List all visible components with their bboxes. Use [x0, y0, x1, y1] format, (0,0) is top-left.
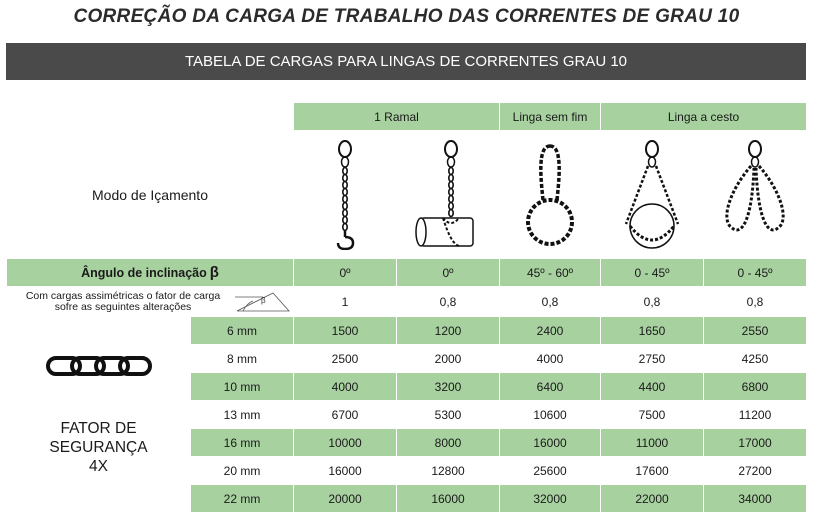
- chain-links-icon: [44, 353, 154, 379]
- load-value: 4000: [500, 345, 601, 373]
- load-value: 6800: [704, 373, 807, 401]
- load-value: 3200: [397, 373, 500, 401]
- endless-sling-icon: [500, 131, 601, 259]
- chain-size: 22 mm: [191, 485, 294, 513]
- load-value: 16000: [397, 485, 500, 513]
- asymmetric-note-cell: [7, 287, 294, 317]
- factor-value: 1: [294, 287, 397, 317]
- diagram-beta: β: [261, 295, 266, 305]
- load-value: 1500: [294, 317, 397, 345]
- safety-line-3: 4X: [89, 458, 108, 475]
- chain-size: 6 mm: [191, 317, 294, 345]
- factor-value: 0,8: [397, 287, 500, 317]
- angle-value: 0º: [397, 259, 500, 287]
- load-value: 32000: [500, 485, 601, 513]
- load-value: 4400: [601, 373, 704, 401]
- load-value: 11000: [601, 429, 704, 457]
- load-value: 1650: [601, 317, 704, 345]
- load-value: 17000: [704, 429, 807, 457]
- load-value: 2550: [704, 317, 807, 345]
- single-leg-hook-icon: [294, 131, 397, 259]
- factor-value: 0,8: [601, 287, 704, 317]
- page-title: CORREÇÃO DA CARGA DE TRABALHO DAS CORRENTES DE GRAU 10: [73, 6, 740, 27]
- header-linga-sem-fim: Linga sem fim: [500, 103, 601, 131]
- chain-size: 8 mm: [191, 345, 294, 373]
- load-value: 10600: [500, 401, 601, 429]
- safety-factor-cell: [7, 317, 191, 513]
- load-value: 2000: [397, 345, 500, 373]
- load-value: 7500: [601, 401, 704, 429]
- angle-value: 45º - 60º: [500, 259, 601, 287]
- mode-label: Modo de Içamento: [7, 131, 294, 259]
- chain-size: 13 mm: [191, 401, 294, 429]
- load-value: 2750: [601, 345, 704, 373]
- angle-label-cell: [7, 259, 294, 287]
- load-value: 8000: [397, 429, 500, 457]
- angle-value: 0 - 45º: [601, 259, 704, 287]
- note-line-1: Com cargas assimétricas o fator de carga: [25, 289, 221, 302]
- load-value: 5300: [397, 401, 500, 429]
- safety-line-2: SEGURANÇA: [49, 439, 148, 456]
- load-value: 11200: [704, 401, 807, 429]
- angle-label: Ângulo de inclinação: [81, 266, 207, 280]
- load-value: 16000: [294, 457, 397, 485]
- factor-value: 0,8: [704, 287, 807, 317]
- load-value: 16000: [500, 429, 601, 457]
- basket-double-icon: [704, 131, 807, 259]
- load-value: 4000: [294, 373, 397, 401]
- header-1-ramal: 1 Ramal: [294, 103, 500, 131]
- chain-size: 10 mm: [191, 373, 294, 401]
- load-value: 12800: [397, 457, 500, 485]
- angle-diagram-icon: [233, 289, 293, 315]
- load-value: 6400: [500, 373, 601, 401]
- factor-value: 0,8: [500, 287, 601, 317]
- chain-size: 20 mm: [191, 457, 294, 485]
- load-value: 2500: [294, 345, 397, 373]
- load-value: 17600: [601, 457, 704, 485]
- load-value: 2400: [500, 317, 601, 345]
- note-line-2: sofre as seguintes alterações: [54, 300, 192, 313]
- load-value: 20000: [294, 485, 397, 513]
- load-value: 27200: [704, 457, 807, 485]
- header-linga-a-cesto: Linga a cesto: [601, 103, 807, 131]
- basket-single-icon: [601, 131, 704, 259]
- beta-symbol: β: [209, 264, 219, 281]
- single-leg-choker-icon: [397, 131, 500, 259]
- load-value: 34000: [704, 485, 807, 513]
- table-banner: TABELA DE CARGAS PARA LINGAS DE CORRENTES GRAU 10: [6, 43, 806, 80]
- load-value: 4250: [704, 345, 807, 373]
- load-value: 10000: [294, 429, 397, 457]
- load-value: 25600: [500, 457, 601, 485]
- chain-size: 16 mm: [191, 429, 294, 457]
- load-value: 1200: [397, 317, 500, 345]
- header-empty: [7, 103, 294, 131]
- safety-line-1: FATOR DE: [60, 420, 137, 437]
- angle-value: 0 - 45º: [704, 259, 807, 287]
- load-table: [6, 102, 807, 513]
- angle-value: 0º: [294, 259, 397, 287]
- safety-factor-label: [7, 419, 190, 476]
- load-value: 6700: [294, 401, 397, 429]
- load-value: 22000: [601, 485, 704, 513]
